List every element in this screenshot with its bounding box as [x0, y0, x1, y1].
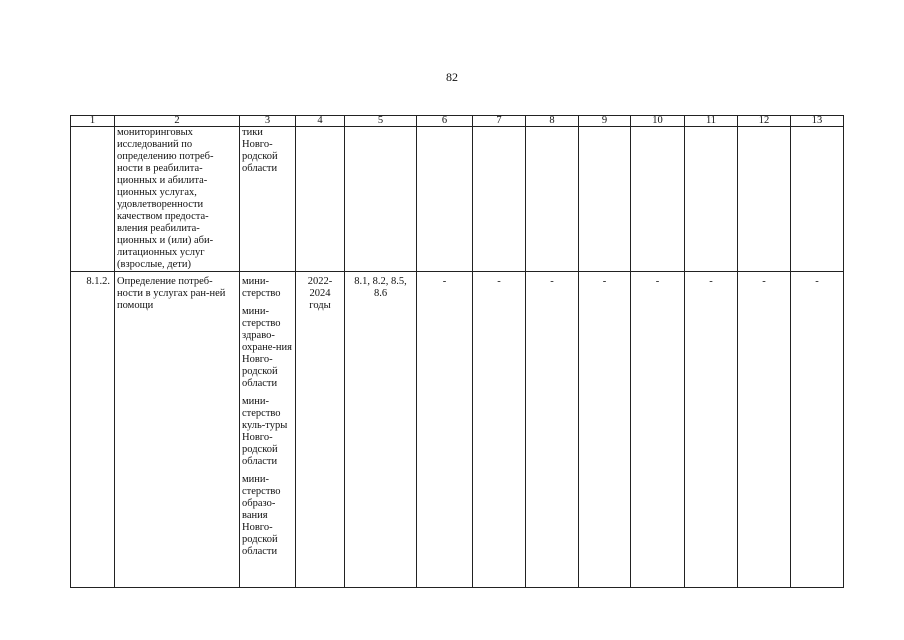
empty-cell — [473, 127, 526, 272]
header-cell: 6 — [417, 116, 473, 127]
empty-cell — [685, 127, 738, 272]
executor: мини-стерство куль-туры Новго-родской области — [242, 396, 288, 467]
header-cell: 9 — [579, 116, 631, 127]
executor: мини-стерство образо-вания Новго-родской области — [242, 474, 281, 557]
executor: мини-стерство — [242, 276, 281, 299]
header-cell: 3 — [240, 116, 296, 127]
dash-cell: - — [579, 272, 631, 588]
header-cell: 12 — [738, 116, 791, 127]
header-cell: 13 — [791, 116, 844, 127]
header-cell: 5 — [345, 116, 417, 127]
header-cell: 4 — [296, 116, 345, 127]
page-number: 82 — [446, 70, 458, 84]
executor: мини-стерство здраво-охране-ния Новго-родской области — [242, 306, 292, 389]
empty-cell — [417, 127, 473, 272]
indicators — [345, 127, 417, 272]
empty-cell — [791, 127, 844, 272]
dash-cell: - — [526, 272, 579, 588]
table-row — [71, 272, 844, 588]
indicators: 8.1, 8.2, 8.5, 8.6 — [345, 272, 417, 588]
header-cell: 8 — [526, 116, 579, 127]
empty-cell — [526, 127, 579, 272]
executor: тики Новго-родской области — [240, 127, 296, 272]
activity-name: мониторинговых исследований по определению потреб-ности в реабилита-ционных и абилита-ционных услугах, удовлетворенности качеством предоста-вления реабилита-ционных и (или) аби-литационных услуг (взрослые, дети) — [115, 127, 240, 272]
header-cell: 11 — [685, 116, 738, 127]
dash-cell: - — [738, 272, 791, 588]
activity-name: Определение потреб-ности в услугах ран-ней помощи — [115, 272, 240, 588]
dash-cell: - — [791, 272, 844, 588]
empty-cell — [579, 127, 631, 272]
dash-cell: - — [473, 272, 526, 588]
row-number: 8.1.2. — [71, 272, 115, 588]
header-row — [71, 116, 844, 127]
header-cell: 2 — [115, 116, 240, 127]
row-number — [71, 127, 115, 272]
dash-cell: - — [685, 272, 738, 588]
header-cell: 1 — [71, 116, 115, 127]
header-cell: 7 — [473, 116, 526, 127]
term: 2022-2024 годы — [296, 272, 345, 588]
empty-cell — [738, 127, 791, 272]
executors-cell — [240, 272, 296, 588]
empty-cell — [631, 127, 685, 272]
term — [296, 127, 345, 272]
dash-cell: - — [417, 272, 473, 588]
header-cell: 10 — [631, 116, 685, 127]
table-row — [71, 127, 844, 272]
dash-cell: - — [631, 272, 685, 588]
program-table — [70, 115, 844, 588]
